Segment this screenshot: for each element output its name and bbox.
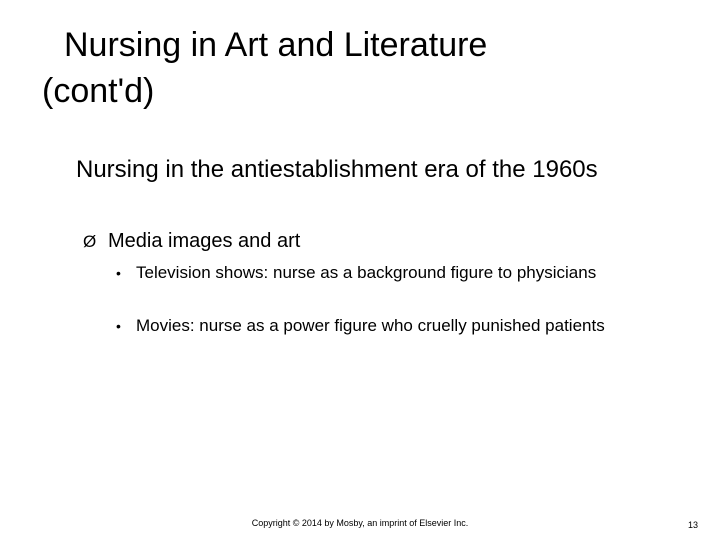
slide-title-line-1: Nursing in Art and Literature (64, 26, 488, 64)
dot-bullet-icon: • (116, 265, 121, 281)
slide-title-line-2: (cont'd) (42, 72, 155, 110)
slide-number: 13 (688, 520, 699, 530)
copyright-footer: Copyright © 2014 by Mosby, an imprint of Elsevier Inc. (251, 518, 469, 528)
bullet-level3-text-television: Television shows: nurse as a background figure to physicians (136, 263, 597, 282)
dot-bullet-icon: • (116, 318, 121, 334)
slide-title (42, 22, 662, 114)
bullet-level1-text: Nursing in the antiestablishment era of the 1960s (76, 156, 598, 183)
bullet-level3-text-movies: Movies: nurse as a power figure who cruelly punished patients (136, 316, 605, 335)
arrow-bullet-icon: Ø (83, 232, 97, 251)
bullet-level2-text: Media images and art (108, 230, 301, 252)
